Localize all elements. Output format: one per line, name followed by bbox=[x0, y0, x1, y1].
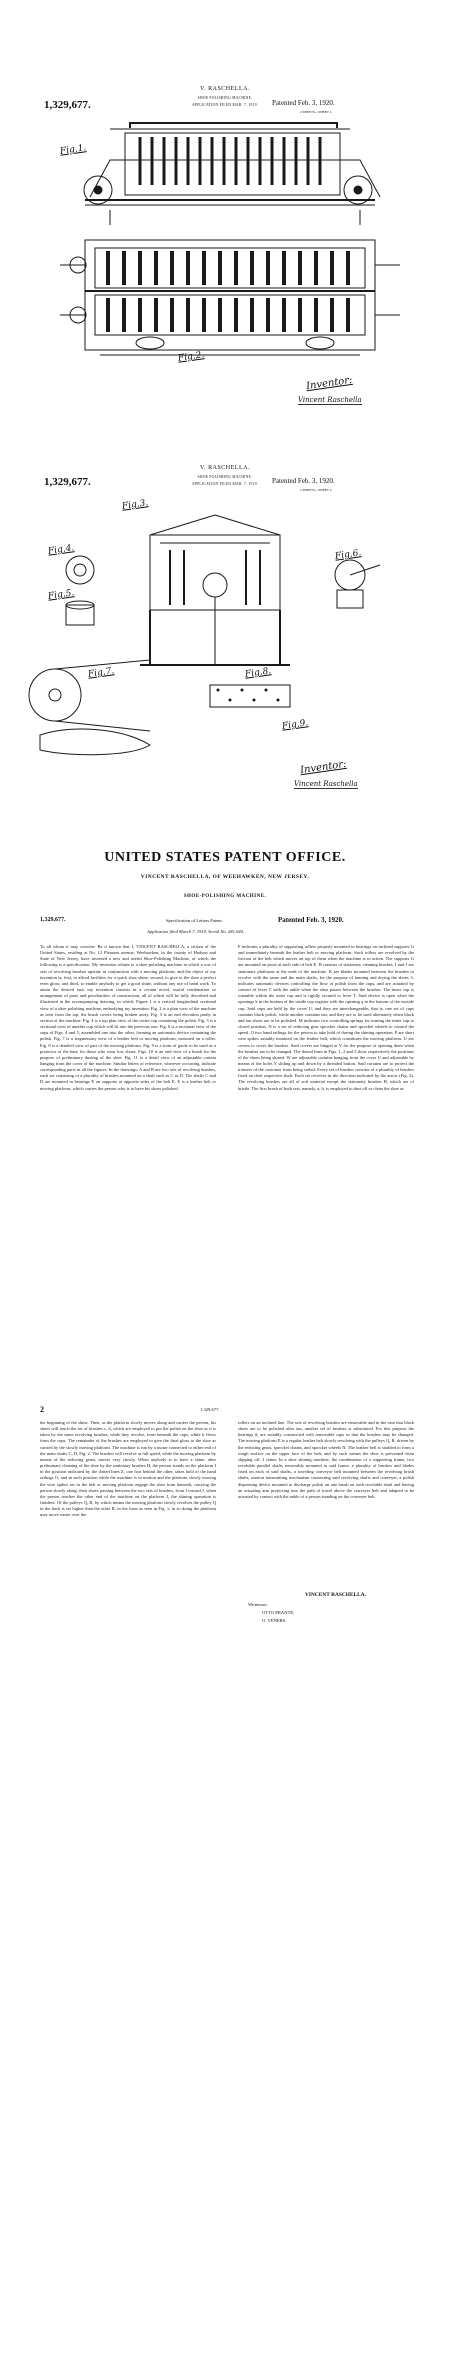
fig8-label: Fig.8. bbox=[244, 666, 272, 680]
sheet2-patent-number: 1,329,677. bbox=[44, 476, 91, 488]
sheet2-inventor: V. RASCHELLA. bbox=[200, 465, 250, 471]
spec-application-line: Application filed March 7, 1919. Serial No. 281,044. bbox=[147, 929, 245, 934]
spec-column-3-text: the beginning of the shine. Then, as the platform slowly moves along and carries the person, his shoes will touch the set of brushes c, d, which are employed to put the polish on the shoe as it is taken by the same revolving brushes, while they revolve, from beneath the cups, while it flows from the cups. The remainder of the brushes are employed to give the final gloss to the shoe as carried by the slowly moving platform. The machine is run by a motor connected to either end of the main shafts C, D, Fig. 2. The brushes will revolve at full speed, while the moving platform by means of the reducing gears, moves very slowly. When anybody is to have a shine, after preliminary cleaning of the shoe by the stationary brushes H, the person stands on the platform I in the position indicated by the dotted lines Z, one foot behind the other, takes hold of the hand railings O, and in such position while the machine is in motion and the platform slowly moving the wire spikes set in the belt or moving platform engage the shoe from beneath, carrying the person slowly along, their shoes passing between the two sets of brushes, from I toward J, when the person reaches the other end of the machine on the platform J, the shining operation is finished. Of the pulleys Q, R, by which means the moving platform slowly revolves the pulley Q in the back is set higher than the other R, in the front as seen in Fig. 1; in so doing the platform may move easier over the bbox=[40, 1420, 216, 1518]
witness-1: OTTO PRANTE, bbox=[262, 1610, 295, 1615]
machine-title: SHOE-POLISHING MACHINE. bbox=[183, 894, 267, 899]
sheet1-sheet-number: 2 SHEETS—SHEET 1. bbox=[300, 110, 333, 114]
sheet2-patented-date: Patented Feb. 3, 1920. bbox=[272, 477, 335, 485]
spec-patent-number: 1,329,677. bbox=[40, 917, 66, 923]
page-number: 2 bbox=[40, 1405, 44, 1414]
fig3-label: Fig.3. bbox=[121, 498, 149, 512]
inventor-line: VINCENT RASCHELLA, OF WEEHAWKEN, NEW JERSEY. bbox=[140, 874, 310, 880]
fig5-label: Fig.5. bbox=[47, 588, 75, 602]
sheet1-inventor-label: Inventor: bbox=[305, 374, 354, 393]
patent-office-title: UNITED STATES PATENT OFFICE. bbox=[104, 850, 346, 865]
page2-patent-number: 1,329,677. bbox=[200, 1407, 220, 1412]
fig1-label: Fig.1. bbox=[59, 143, 87, 157]
witness-2: O. VENERS. bbox=[262, 1618, 287, 1623]
fig6-label: Fig.6. bbox=[334, 548, 362, 562]
spec-column-3 bbox=[40, 1420, 216, 1610]
spec-column-2 bbox=[238, 944, 414, 1400]
sheet1-application: APPLICATION FILED MAR. 7, 1919. bbox=[191, 103, 259, 107]
fig1-brush-row bbox=[140, 137, 320, 185]
spec-column-4 bbox=[238, 1420, 414, 1588]
sheet2-title: SHOE POLISHING MACHINE. bbox=[197, 475, 253, 479]
spec-column-1 bbox=[40, 944, 216, 1400]
sheet2-sheet-number: 2 SHEETS—SHEET 2. bbox=[300, 488, 333, 492]
sheet2-drawing bbox=[0, 495, 450, 820]
fig7-label: Fig.7. bbox=[87, 666, 115, 680]
sheet1-patented-date: Patented Feb. 3, 1920. bbox=[272, 99, 335, 107]
fig4-label: Fig.4. bbox=[47, 543, 75, 557]
spec-column-4-text: rollers on an inclined line. The sets of revolving brushes are removable and in the case that black shoes are to be polished after tan, another set of brushes is substituted. For this purpose the bearings S, are suitably constructed with removable caps so that the brushes may be changed. The moving platform E is a regular leather belt slowly revolving with the pulleys Q, R, driven by the reducing gears, sprocket chains, and sprocket wheels N. The leather belt is studded to form a rough surface on the upper face of the belt, and by such means the shoe is prevented from slipping off. I claim: In a shoe shining machine, the combination of a supporting frame, two revoluble parallel shafts removably mounted in said frame, a plurality of brushes and blades fixed on each of said shafts, a traveling conveyor belt mounted between the revolving brush shafts, motion transmitting mechanism connecting said revolving shafts and conveyer, a polish dispensing device mounted to discharge polish on one brush on each revoluble shaft and having an actuating arm projecting into the path of travel above the conveyer belt and adapted to be actuated by contact with the ankle of a person standing on the conveyer belt. bbox=[238, 1420, 414, 1499]
spec-signature: VINCENT RASCHELLA. bbox=[305, 1592, 367, 1598]
spec-column-1-text: To all whom it may concern: Be it known that I, VINCENT RASCHELLA, a citizen of the United States, residing at No. 12 Pleasant avenue, Weehawken, in the county of Hudson and State of New Jersey, have invented a new and useful Shoe-Polishing Machine, of which the following is a specification. My invention relates to a shoe-polishing machine in which a row of sets of revolving brushes operate in conjunction with a moving platform, and the object of my invention is; first, to afford facilities for a quick shoe shine; second, to give to the shoe a perfect even gloss; and third, to enable anybody to get a good shine, without any use of hand work. To attain the desired end, my invention consists in a certain novel, useful combination or arrangement of parts and peculiarities of construction, all of which will be fully described and illustrated in the accompanying drawing, in which: Figure 1 is a vertical longitudinal sectional view of a shoe polishing machine, embodying my invention. Fig. 2 is a plan view of the machine as seen from the top, the brush covers being broken away. Fig. 3 is an end elevation partly in section of the machine. Fig. 4 is a top plan view of the cutter cup containing the polish. Fig. 5 is a sectional view of another cup which will fit into the previous one. Fig. 6 is a sectional view of the cups of Figs. 4 and 5, assembled one into the other, forming an automatic device containing the polish. Fig. 7 is a fragmentary view of a leather belt or moving platform, mounted on a roller. Fig. 8 is a detailed view of part of the moving platform. Fig. 9 is a form of guide to be used as a protector of the base for those who wear low shoes. Figs. 10 is an end view of a brush for the purpose of preliminary dusting of the shoe. Fig. 11 is a detail view of an adjustable curtain hanging from the cover of the machine. Similar letters of reference, wherever occurring, indicate corresponding parts in all the figures. In the drawings: A and B are two sets of revolving brushes, each set consisting of a plurality of brushes mounted on a shaft such as C or D. The shafts C and D are mounted in bearings E on supports at opposite sides of the belt E. E is a leather belt or moving platform, which carries the person who is to have his shoes polished. bbox=[40, 944, 216, 1091]
fig2-label: Fig.2. bbox=[177, 350, 205, 364]
sheet2-inventor-label: Inventor: bbox=[299, 758, 348, 777]
sheet2-application: APPLICATION FILED MAR. 7, 1919. bbox=[191, 482, 259, 486]
sheet1-drawing bbox=[0, 115, 450, 420]
fig9-label: Fig.9. bbox=[281, 718, 309, 732]
spec-column-2-text: F indicates a plurality of supporting rollers properly mounted in bearings on inclined supports G and immediately beneath the leather belt or moving platform. Such rollers are revolved by the friction of the belt which moves on top of them when the machine is in action. The supports G are mounted on posts at each side of belt E. H consists of stationary cleaning brushes. I and J are stationary platforms at the ends of the machine. K are blades mounted between the brushes to revolve with the same and the main shafts, for the purpose of fanning and drying the shoes. L indicates automatic devices controlling the flow of polish from the cups, and are actuated by contact of lever T with the ankle when the shoe passes between the brushes. The inner cup is rotatable within the outer cup and is rigidly secured to lever T. Said device is open when the openings k in the bottom of the inside cup register with the opening q in the bottom of the outside cup. Said cups are held by the cover U, and they are interchangeable; that is, one set of cups contains black polish, while another contains tan, and they are to be used alternately when black and tan shoes are to be polished. M indicates two controlling springs for turning the inner cup to closed position. N is a set of reducing gear sprocket chains and sprocket wheels to control the speed. O two hand railings for the person to take hold of during the shining operation. P are short wire spikes suitably mounted on the leather belt, which constitutes the moving platform. U are covers to cover the brushes. Said covers are hinged at V for the purpose of opening them when the brushes are to be changed. The dotted lines in Figs. 1, 2 and 3 show respectively the positions of the shoes being shined. W are adjustable curtains hanging from the cover U and adjustable by means of the holes Y sliding up and down by a threaded button. Said curtains are to protect the trousers of the customer from being soiled. Every set of brushes consists of a plurality of brushes fixed on their respective shaft. Each set revolves in the direction indicated by the arrow (Fig. 2). The revolving brushes are all of soft material except the stationary brushes H, which are of bristle. The first brush of both sets, namely, a, b, is employed to dust off or clean the shoe as bbox=[238, 944, 414, 1091]
sheet1-title: SHOE POLISHING MACHINE. bbox=[197, 96, 253, 100]
sheet1-signature: Vincent Raschella bbox=[298, 396, 362, 404]
sheet1-inventor: V. RASCHELLA. bbox=[200, 86, 250, 92]
witnesses-label: Witnesses: bbox=[248, 1602, 268, 1607]
spec-of-letters: Specification of Letters Patent. bbox=[166, 918, 223, 923]
sheet2-signature: Vincent Raschella bbox=[294, 780, 358, 788]
sheet1-patent-number: 1,329,677. bbox=[44, 99, 91, 111]
spec-patented-date: Patented Feb. 3, 1920. bbox=[278, 916, 344, 924]
